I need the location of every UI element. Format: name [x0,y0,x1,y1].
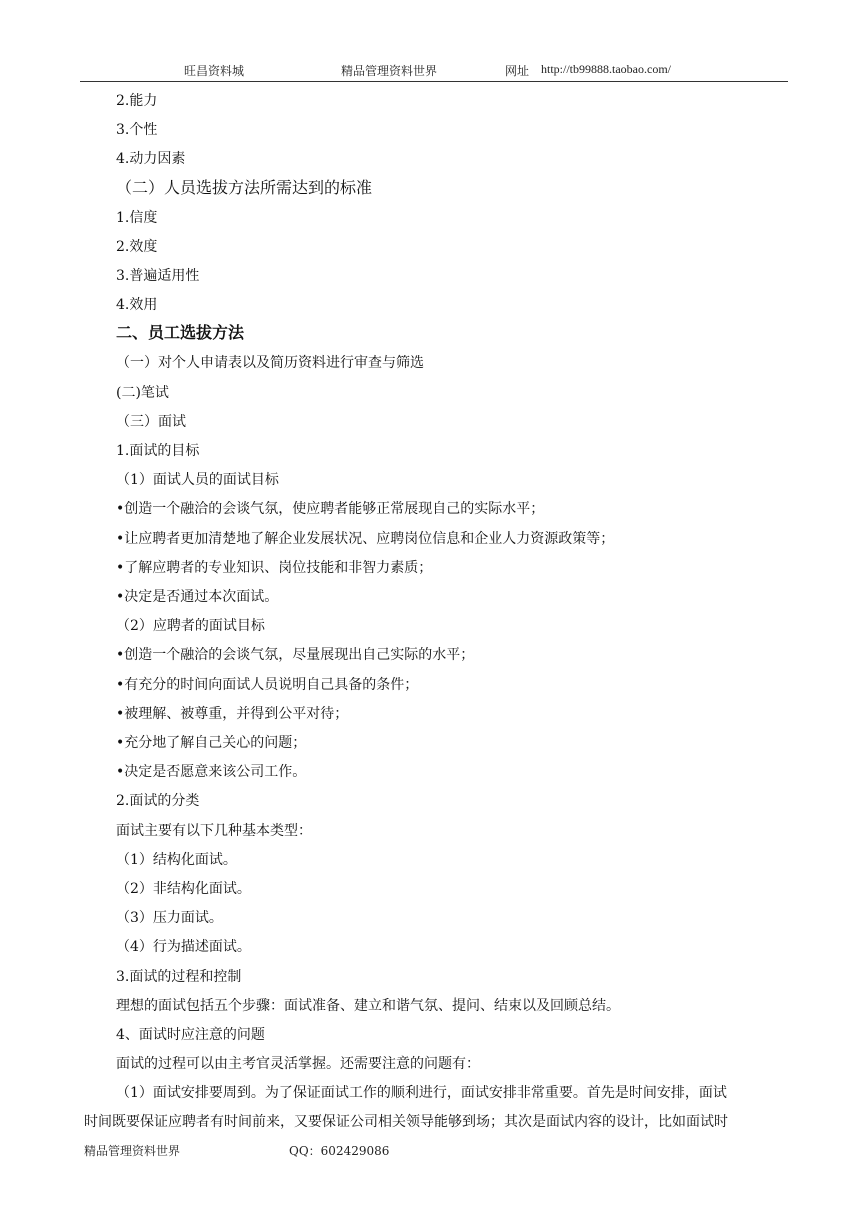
header-divider [80,81,788,82]
bullet-item: •充分地了解自己关心的问题； [116,735,307,751]
list-item: 4、面试时应注意的问题 [116,1027,265,1043]
bullet-item: •被理解、被尊重，并得到公平对待； [116,706,349,722]
subsection-heading: （一）对个人申请表以及简历资料进行审查与筛选 [116,355,424,371]
list-item: （1）面试人员的面试目标 [116,472,279,488]
list-item: 3.面试的过程和控制 [116,969,242,985]
header-url-label: 网址 [505,64,530,78]
paragraph: 面试的过程可以由主考官灵活掌握。还需要注意的问题有： [116,1056,480,1072]
bullet-item: •创造一个融洽的会谈气氛，使应聘者能够正常展现自己的实际水平； [116,501,545,517]
paragraph: 时间既要保证应聘者有时间前来，又要保证公司相关领导能够到场；其次是面试内容的设计，比如面试时 [84,1114,728,1130]
paragraph: 理想的面试包括五个步骤：面试准备、建立和谐气氛、提问、结束以及回顾总结。 [116,998,620,1014]
subsection-heading: (二)笔试 [116,385,169,401]
header-shop-name: 旺昌资料城 [184,64,245,78]
list-item: 4.动力因素 [116,151,186,167]
subsection-heading: （三）面试 [116,414,186,430]
list-item: （4）行为描述面试。 [116,939,251,955]
list-item: 2.效度 [116,239,158,255]
list-item: 2.面试的分类 [116,793,200,809]
list-item: 1.面试的目标 [116,443,200,459]
bullet-item: •让应聘者更加清楚地了解企业发展状况、应聘岗位信息和企业人力资源政策等； [116,531,615,547]
page-header [0,62,868,80]
footer-brand: 精品管理资料世界 [84,1144,181,1158]
list-item: 3.普遍适用性 [116,268,200,284]
list-item: 1.信度 [116,210,158,226]
list-item: （2）应聘者的面试目标 [116,618,265,634]
list-item: 3.个性 [116,122,158,138]
list-item: 2.能力 [116,93,158,109]
bullet-item: •了解应聘者的专业知识、岗位技能和非智力素质； [116,560,433,576]
bullet-item: •决定是否愿意来该公司工作。 [116,764,307,780]
bullet-item: •创造一个融洽的会谈气氛，尽量展现出自己实际的水平； [116,647,475,663]
paragraph: 面试主要有以下几种基本类型： [116,823,312,839]
header-brand: 精品管理资料世界 [341,64,438,78]
list-item: （2）非结构化面试。 [116,881,251,897]
bullet-item: •有充分的时间向面试人员说明自己具备的条件； [116,677,419,693]
bullet-item: •决定是否通过本次面试。 [116,589,279,605]
section-heading: 二、员工选拔方法 [116,323,245,342]
list-item: 4.效用 [116,297,158,313]
list-item: （1）结构化面试。 [116,852,237,868]
list-item: （3）压力面试。 [116,910,223,926]
footer-qq: QQ：602429086 [289,1144,390,1158]
subsection-heading: （二）人员选拔方法所需达到的标准 [116,178,373,197]
header-url-link[interactable]: http://tb99888.taobao.com/ [541,62,671,76]
paragraph: （1）面试安排要周到。为了保证面试工作的顺利进行，面试安排非常重要。首先是时间安排，面试 [116,1085,727,1101]
page-footer [0,1142,868,1158]
